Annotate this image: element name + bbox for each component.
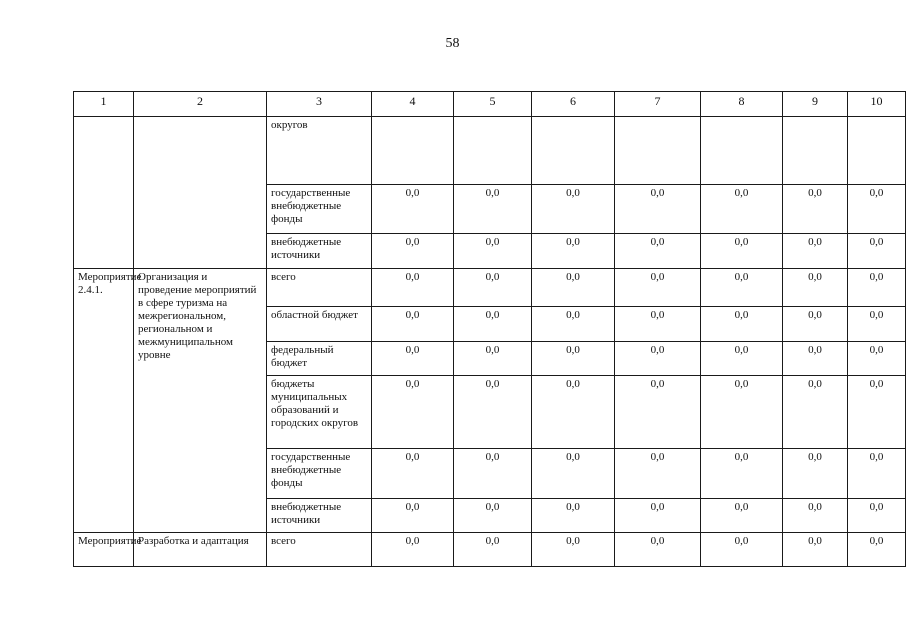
value-cell: 0,0: [454, 499, 532, 533]
value-cell: [783, 117, 848, 185]
value-cell: 0,0: [454, 342, 532, 376]
column-header: 10: [848, 92, 906, 117]
value-cell: 0,0: [372, 342, 454, 376]
value-cell: 0,0: [701, 342, 783, 376]
value-cell: 0,0: [615, 234, 701, 269]
value-cell: 0,0: [848, 234, 906, 269]
table-row: [74, 269, 906, 307]
value-cell: 0,0: [848, 185, 906, 234]
activity-label-cell: [74, 117, 134, 269]
activity-label-cell: Мероприятие: [74, 533, 134, 567]
value-cell: 0,0: [701, 499, 783, 533]
value-cell: [454, 117, 532, 185]
page-number: 58: [445, 36, 460, 51]
column-header: 9: [783, 92, 848, 117]
value-cell: 0,0: [372, 234, 454, 269]
funding-source-cell: бюджеты муниципальных образований и городских округов: [267, 376, 372, 449]
value-cell: 0,0: [783, 269, 848, 307]
value-cell: 0,0: [701, 234, 783, 269]
value-cell: [615, 117, 701, 185]
value-cell: [532, 117, 615, 185]
value-cell: 0,0: [372, 533, 454, 567]
value-cell: 0,0: [615, 307, 701, 342]
funding-source-cell: областной бюджет: [267, 307, 372, 342]
table-header: [74, 92, 906, 117]
value-cell: 0,0: [454, 307, 532, 342]
value-cell: 0,0: [848, 269, 906, 307]
value-cell: 0,0: [615, 376, 701, 449]
value-cell: 0,0: [454, 449, 532, 499]
value-cell: 0,0: [848, 376, 906, 449]
value-cell: 0,0: [372, 185, 454, 234]
value-cell: 0,0: [532, 449, 615, 499]
funding-source-cell: государственные внебюджетные фонды: [267, 449, 372, 499]
funding-source-cell: государственные внебюджетные фонды: [267, 185, 372, 234]
funding-source-cell: федеральный бюджет: [267, 342, 372, 376]
value-cell: 0,0: [783, 342, 848, 376]
header-row: [74, 92, 906, 117]
value-cell: 0,0: [372, 307, 454, 342]
value-cell: 0,0: [532, 376, 615, 449]
value-cell: 0,0: [615, 449, 701, 499]
value-cell: 0,0: [848, 307, 906, 342]
value-cell: 0,0: [532, 533, 615, 567]
value-cell: 0,0: [615, 533, 701, 567]
budget-table: [73, 91, 906, 567]
value-cell: 0,0: [372, 499, 454, 533]
value-cell: 0,0: [454, 376, 532, 449]
funding-source-cell: всего: [267, 533, 372, 567]
value-cell: 0,0: [783, 499, 848, 533]
value-cell: 0,0: [848, 449, 906, 499]
value-cell: 0,0: [372, 376, 454, 449]
column-header: 6: [532, 92, 615, 117]
activity-name-cell: Разработка и адаптация: [134, 533, 267, 567]
value-cell: 0,0: [532, 234, 615, 269]
value-cell: 0,0: [454, 185, 532, 234]
value-cell: 0,0: [615, 269, 701, 307]
value-cell: 0,0: [701, 449, 783, 499]
value-cell: 0,0: [783, 185, 848, 234]
table-row: [74, 117, 906, 185]
column-header: 2: [134, 92, 267, 117]
value-cell: 0,0: [701, 307, 783, 342]
value-cell: 0,0: [848, 499, 906, 533]
value-cell: 0,0: [454, 234, 532, 269]
value-cell: 0,0: [532, 342, 615, 376]
table-row: [74, 533, 906, 567]
value-cell: 0,0: [372, 449, 454, 499]
funding-source-cell: внебюджетные источники: [267, 499, 372, 533]
value-cell: 0,0: [701, 185, 783, 234]
value-cell: 0,0: [783, 376, 848, 449]
activity-name-cell: Организация и проведение мероприятий в сфере туризма на межрегиональном, региональном и межмуниципальном уровне: [134, 269, 267, 533]
column-header: 4: [372, 92, 454, 117]
value-cell: [372, 117, 454, 185]
activity-name-cell: [134, 117, 267, 269]
funding-source-cell: округов: [267, 117, 372, 185]
value-cell: 0,0: [454, 533, 532, 567]
value-cell: 0,0: [783, 449, 848, 499]
funding-source-cell: внебюджетные источники: [267, 234, 372, 269]
activity-label-cell: Мероприятие 2.4.1.: [74, 269, 134, 533]
column-header: 1: [74, 92, 134, 117]
column-header: 8: [701, 92, 783, 117]
value-cell: 0,0: [701, 269, 783, 307]
value-cell: 0,0: [848, 342, 906, 376]
value-cell: 0,0: [615, 499, 701, 533]
column-header: 7: [615, 92, 701, 117]
value-cell: 0,0: [454, 269, 532, 307]
value-cell: 0,0: [372, 269, 454, 307]
value-cell: 0,0: [532, 307, 615, 342]
value-cell: [701, 117, 783, 185]
table-body: [74, 117, 906, 567]
value-cell: 0,0: [783, 307, 848, 342]
column-header: 3: [267, 92, 372, 117]
value-cell: 0,0: [532, 499, 615, 533]
value-cell: 0,0: [615, 342, 701, 376]
value-cell: 0,0: [848, 533, 906, 567]
value-cell: [848, 117, 906, 185]
column-header: 5: [454, 92, 532, 117]
value-cell: 0,0: [783, 533, 848, 567]
value-cell: 0,0: [701, 376, 783, 449]
value-cell: 0,0: [783, 234, 848, 269]
value-cell: 0,0: [701, 533, 783, 567]
funding-source-cell: всего: [267, 269, 372, 307]
value-cell: 0,0: [532, 269, 615, 307]
value-cell: 0,0: [615, 185, 701, 234]
value-cell: 0,0: [532, 185, 615, 234]
